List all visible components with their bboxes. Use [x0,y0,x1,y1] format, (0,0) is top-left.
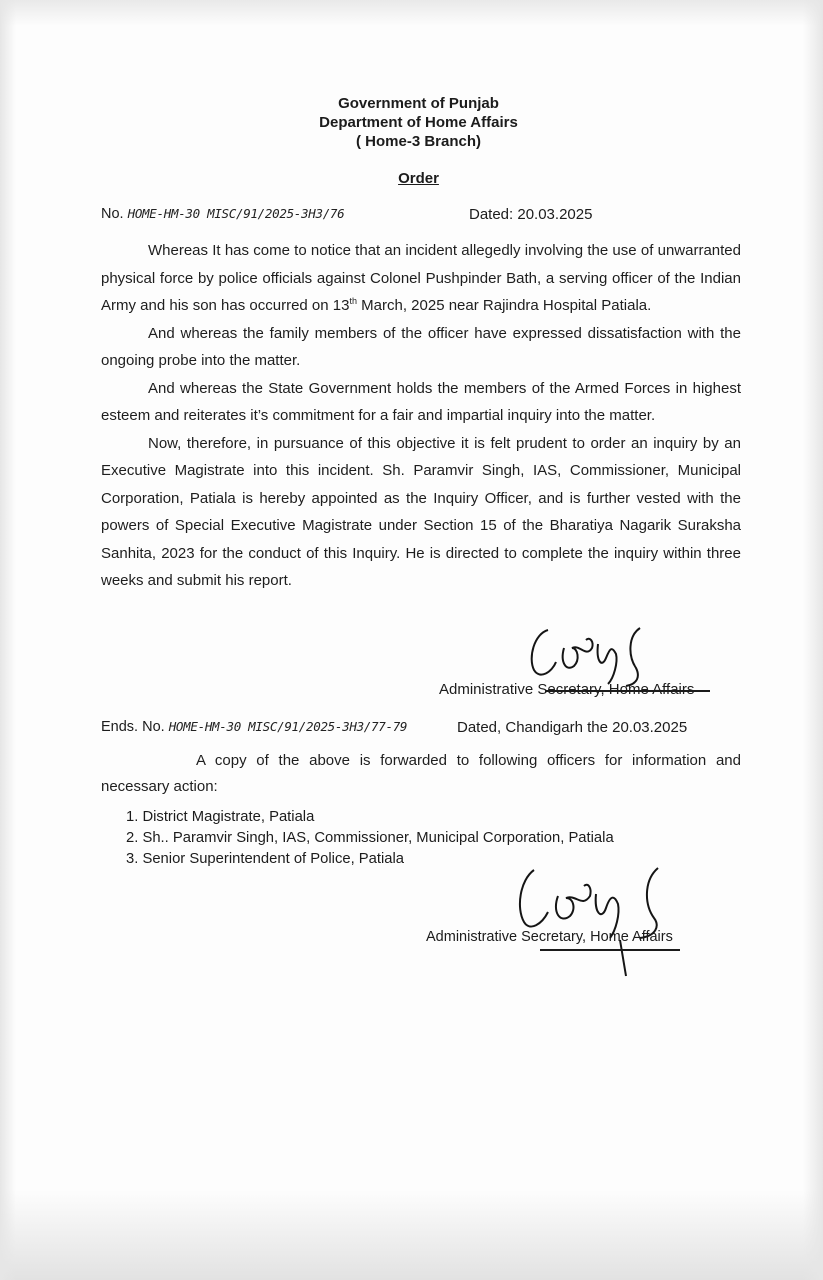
header-government: Government of Punjab [338,95,499,112]
paper-shadow-top [0,0,823,26]
endorsement-number-handwritten: HOME-HM-30 MISC/91/2025-3H3/77-79 [168,719,408,734]
order-signatory: Administrative Secretary, Home Affairs [439,681,695,698]
order-number-handwritten: HOME-HM-30 MISC/91/2025-3H3/76 [127,206,345,221]
paper-shadow-bottom [0,1190,823,1280]
list-item: 1. District Magistrate, Patiala [126,809,315,825]
endorsement-intro-text: A copy of the above is forwarded to following officers for information and necessary action: [101,752,741,795]
endorsement-intro [101,748,741,800]
order-number [101,206,344,222]
order-title: Order [398,170,439,187]
endorsement-signatory: Administrative Secretary, Home Affairs [426,929,673,945]
order-number-label: No. [101,206,124,222]
paragraph-inquiry: Now, therefore, in pursuance of this objective it is felt prudent to order an inquiry by an Executive Magistrate into this incident. Sh. Paramvir Singh, IAS, Commissioner, Municipal Corporation, Patiala is hereby appointed as the Inquiry Officer, and is further vested with the powers of Special Executive Magistrate under Section 15 of the Bharatiya Nagarik Suraksha Sanhita, 2023 for the conduct of this Inquiry. He is directed to complete the inquiry within three weeks and submit his report. [101,434,741,589]
endorsement-number [101,719,407,735]
order-body [101,237,741,595]
signatory-strike-2 [540,949,680,951]
paragraph-incident: Whereas It has come to notice that an incident allegedly involving the use of unwarranted physical force by police officials against Colonel Pushpinder Bath, a serving officer of the Indian Army and his son has occurred on 13th March, 2025 near Rajindra Hospital Patiala. [101,242,741,314]
paragraph-dissatisfaction: And whereas the family members of the officer have expressed dissatisfaction with the ongoing probe into the matter. [101,324,741,369]
endorsement-number-label: Ends. No. [101,719,165,735]
endorsement-date: Dated, Chandigarh the 20.03.2025 [457,719,688,736]
signature-2 [508,860,688,980]
header-branch: ( Home-3 Branch) [355,133,482,150]
paper-shadow-right [803,0,823,1280]
paragraph-esteem: And whereas the State Government holds the members of the Armed Forces in highest esteem and reiterates it’s commitment for a fair and impartial inquiry into the matter. [101,379,741,424]
list-item: 2. Sh.. Paramvir Singh, IAS, Commissioner, Municipal Corporation, Patiala [126,830,614,846]
signatory-strike-1 [545,690,710,692]
paper-shadow-left [0,0,16,1280]
header-department: Department of Home Affairs [319,114,518,131]
order-date: Dated: 20.03.2025 [469,206,593,223]
list-item: 3. Senior Superintendent of Police, Patiala [126,851,405,867]
